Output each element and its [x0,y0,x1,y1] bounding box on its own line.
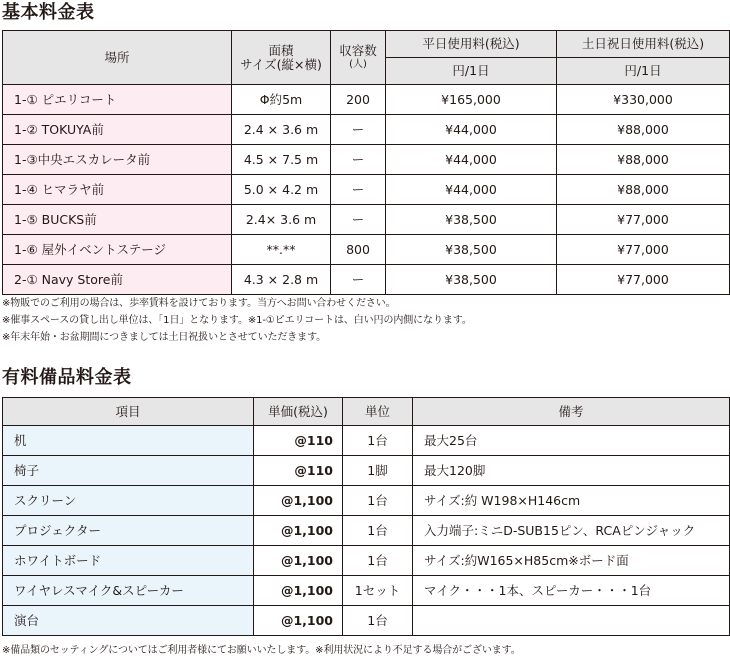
cell-item: 机 [3,426,254,456]
note-line: ※年末年始・お盆期間につきましては土日祝扱いとさせていただきます。 [2,332,327,343]
cell-remarks: 最大120脚 [413,456,730,486]
header-weekday: 平日使用料(税込) [386,31,557,58]
cell-place: 1-② TOKUYA前 [3,115,232,145]
note-line: ※物販でのご利用の場合は、歩率賃料を設けております。当方へお問い合わせください。 [2,298,396,309]
cell-capacity: ー [331,145,386,175]
table-row [3,115,730,145]
cell-price: @1,100 [254,546,343,576]
cell-item: スクリーン [3,486,254,516]
cell-holiday-fee: ¥330,000 [557,85,730,115]
cell-size: Φ約5m [232,85,331,115]
cell-holiday-fee: ¥88,000 [557,115,730,145]
cell-unit: 1脚 [343,456,413,486]
cell-place: 1-③中央エスカレータ前 [3,145,232,175]
table-row [3,546,730,576]
cell-remarks: 入力端子:ミニD-SUB15ピン、RCAピンジャック [413,516,730,546]
header-weekday-unit: 円/1日 [386,58,557,85]
cell-remarks: サイズ:約W165×H85cm※ボード面 [413,546,730,576]
table-row [3,85,730,115]
cell-holiday-fee: ¥88,000 [557,145,730,175]
cell-place: 1-④ ヒマラヤ前 [3,175,232,205]
cell-weekday-fee: ¥38,500 [386,265,557,295]
cell-place: 1-⑥ 屋外イベントステージ [3,235,232,265]
table-row [3,205,730,235]
cell-price: @1,100 [254,576,343,606]
header-capacity [331,31,386,85]
cell-price: @1,100 [254,516,343,546]
table-row [3,606,730,636]
basic-fee-notes [2,295,472,346]
table-row [3,516,730,546]
table-row [3,265,730,295]
cell-size: 2.4× 3.6 m [232,205,331,235]
basic-fee-title: 基本料金表 [2,2,95,23]
header-area: 面積 [268,42,294,58]
cell-place: 1-① ピエリコート [3,85,232,115]
cell-weekday-fee: ¥38,500 [386,235,557,265]
cell-item: ワイヤレスマイク&スピーカー [3,576,254,606]
cell-remarks: 最大25台 [413,426,730,456]
header-capacity-label: 収容数 [339,42,377,58]
table-row [3,145,730,175]
table-row [3,426,730,456]
cell-size: 5.0 × 4.2 m [232,175,331,205]
table-row [3,576,730,606]
header-price: 単価(税込) [254,398,343,426]
header-unit: 単位 [343,398,413,426]
cell-size: **.** [232,235,331,265]
header-size: サイズ(縦×横) [240,56,322,72]
cell-unit: 1台 [343,606,413,636]
equipment-fee-notes [2,642,521,659]
header-capacity-unit: (人) [349,58,367,70]
cell-weekday-fee: ¥44,000 [386,145,557,175]
header-holiday-unit: 円/1日 [557,58,730,85]
cell-remarks: マイク・・・1本、スピーカー・・・1台 [413,576,730,606]
basic-fee-table [2,30,730,295]
cell-holiday-fee: ¥88,000 [557,175,730,205]
cell-unit: 1台 [343,486,413,516]
cell-weekday-fee: ¥165,000 [386,85,557,115]
cell-weekday-fee: ¥44,000 [386,175,557,205]
note-line: ※催事スペースの貸し出し単位は、「1日」となります。※1-①ピエリコートは、白い円の内側になります。 [2,315,472,326]
cell-capacity: 800 [331,235,386,265]
cell-unit: 1台 [343,516,413,546]
cell-place: 2-① Navy Store前 [3,265,232,295]
cell-weekday-fee: ¥44,000 [386,115,557,145]
cell-price: @110 [254,426,343,456]
table-row [3,175,730,205]
cell-unit: 1台 [343,426,413,456]
cell-item: ホワイトボード [3,546,254,576]
equipment-fee-title: 有料備品料金表 [2,367,132,388]
cell-item: プロジェクター [3,516,254,546]
cell-holiday-fee: ¥77,000 [557,205,730,235]
cell-price: @1,100 [254,606,343,636]
table-row [3,235,730,265]
cell-capacity: ー [331,265,386,295]
cell-capacity: ー [331,115,386,145]
header-area-size [232,31,331,85]
cell-size: 4.5 × 7.5 m [232,145,331,175]
header-place: 場所 [3,31,232,85]
cell-item: 演台 [3,606,254,636]
cell-place: 1-⑤ BUCKS前 [3,205,232,235]
cell-capacity: 200 [331,85,386,115]
cell-unit: 1台 [343,546,413,576]
cell-price: @110 [254,456,343,486]
cell-item: 椅子 [3,456,254,486]
header-remarks: 備考 [413,398,730,426]
cell-capacity: ー [331,175,386,205]
equipment-fee-table [2,397,730,636]
cell-remarks: サイズ:約 W198×H146cm [413,486,730,516]
cell-size: 4.3 × 2.8 m [232,265,331,295]
header-holiday: 土日祝日使用料(税込) [557,31,730,58]
cell-holiday-fee: ¥77,000 [557,235,730,265]
cell-unit: 1セット [343,576,413,606]
cell-holiday-fee: ¥77,000 [557,265,730,295]
header-item: 項目 [3,398,254,426]
cell-size: 2.4 × 3.6 m [232,115,331,145]
table-row [3,486,730,516]
cell-capacity: ー [331,205,386,235]
note-line: ※備品類のセッティングについてはご利用者様にてお願いいたします。※利用状況により不足する場合がございます。 [2,645,521,656]
cell-remarks [413,606,730,636]
table-row [3,456,730,486]
cell-weekday-fee: ¥38,500 [386,205,557,235]
cell-price: @1,100 [254,486,343,516]
